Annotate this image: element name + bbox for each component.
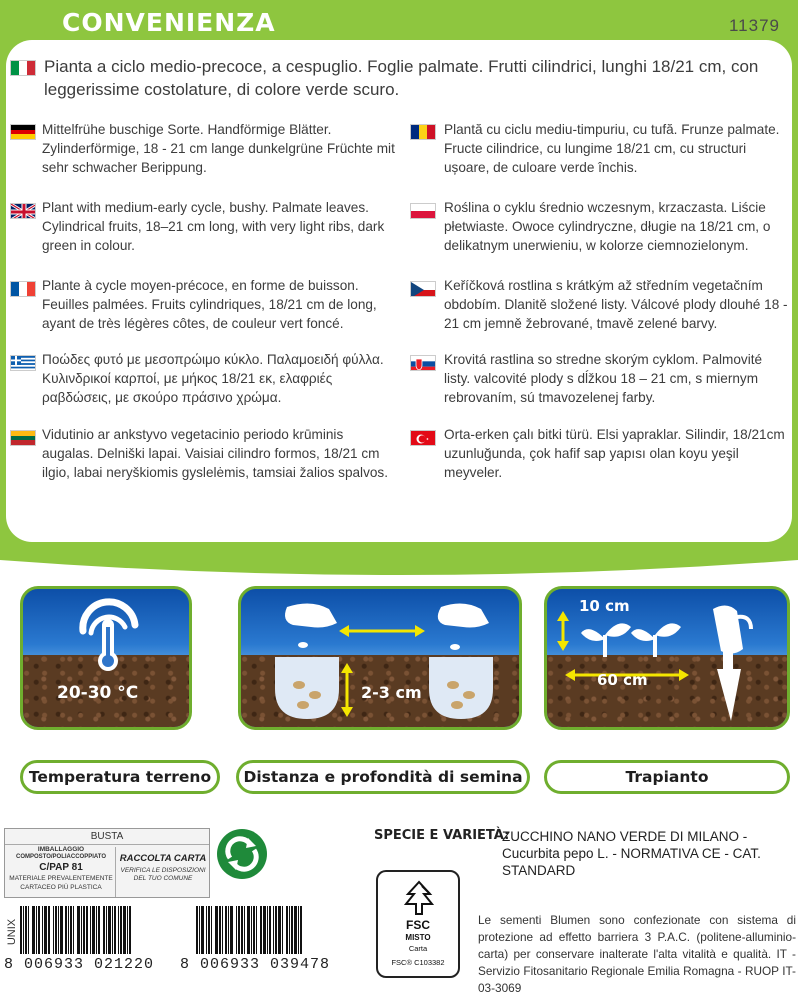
poland-flag-icon <box>410 203 436 219</box>
temperature-label: Temperatura terreno <box>20 760 220 794</box>
description-sk: Krovitá rastlina so stredne skorým cyklom. Palmovité listy. valcovité plody s dĺžkou 18 – 21 cm, s miernym rebrovaním, sú tmavozelenej farby. <box>444 352 763 405</box>
fsc-code: FSC® C103382 <box>391 958 445 967</box>
thermometer-sun-icon <box>75 597 145 675</box>
description-lt: Vidutinio ar ankstyvo vegetacinio periodo krūminis augalas. Delniški lapai. Vaisiai cilindro formos, 18/21 cm ilgio, labai neryškiomis gyslelėmis, tamsiai žalios spalvos. <box>42 427 389 480</box>
czech-flag-icon <box>410 281 436 297</box>
depth-value: 2-3 cm <box>361 683 422 702</box>
cpap-label: C/PAP 81 <box>39 862 83 873</box>
fsc-tree-icon <box>402 880 436 916</box>
sowing-label: Distanza e profondità di semina <box>236 760 530 794</box>
verifica-label-2: DEL TUO COMUNE <box>133 875 193 882</box>
green-wave <box>0 556 798 580</box>
composto-label: COMPOSTO/POLIACCOPPIATO <box>15 854 106 860</box>
cartaceo-label: CARTACEO PIÙ PLASTICA <box>20 884 102 891</box>
fsc-label: FSC <box>406 918 430 932</box>
species-value: ZUCCHINO NANO VERDE DI MILANO - Cucurbita pepo L. - NORMATIVA CE - CAT. STANDARD <box>502 829 761 878</box>
germany-flag-icon <box>10 124 36 140</box>
temperature-value: 20-30 °C <box>57 683 139 703</box>
greece-flag-icon <box>10 355 36 371</box>
recycle-icon <box>216 828 268 880</box>
busta-label: BUSTA <box>5 831 209 845</box>
description-de: Mittelfrühe buschige Sorte. Handförmige Blätter. Zylinderförmige, 18 - 21 cm lange dunkelgrüne Früchte mit sehr schwacher Berippung. <box>42 122 395 175</box>
france-flag-icon <box>10 281 36 297</box>
species-label: SPECIE E VARIETÀ: <box>374 828 510 843</box>
unix-label: UNIX <box>6 918 18 946</box>
lithuania-flag-icon <box>10 430 36 446</box>
slovakia-flag-icon <box>410 355 436 371</box>
barcode-left-number: 8 006933 021220 <box>4 956 155 973</box>
imballaggio-label: IMBALLAGGIO <box>37 846 85 853</box>
description-cz: Keříčková rostlina s krátkým až středním vegetačním obdobím. Dlanitě složené listy. Válcové plody dlouhé 18 - 21 cm jemně žebrované, tmavě zelené barvy. <box>444 278 788 331</box>
barcode-right <box>196 906 366 954</box>
sowing-hands-icon <box>241 589 522 730</box>
description-tr: Orta-erken çalı bitki türü. Elsi yapraklar. Silindir, 18/21cm uzunluğunda, çok hafif sap yapısı olan koyu yeşil meyveler. <box>444 427 785 480</box>
raccolta-label: RACCOLTA CARTA <box>119 853 207 864</box>
packaging-divider <box>115 847 116 897</box>
romania-flag-icon <box>410 124 436 140</box>
fsc-misto: MISTO <box>405 933 431 942</box>
plant-height-value: 10 cm <box>579 597 630 615</box>
packaging-info-box <box>4 828 210 898</box>
description-en: Plant with medium-early cycle, bushy. Palmate leaves. Cylindrical fruits, 18–21 cm long, with very light ribs, dark green in colour. <box>42 200 385 253</box>
materiale-label: MATERIALE PREVALENTEMENTE <box>9 875 113 882</box>
product-code: 11379 <box>728 16 780 35</box>
description-gr: Ποώδες φυτό με μεσοπρώιμο κύκλο. Παλαμοειδή φύλλα. Κυλινδρικοί καρποί, με μήκος 18/21 εκ, ελαφριές ραβδώσεις, με σκούρο πράσινο χρώμα. <box>42 352 384 405</box>
plant-spacing-value: 60 cm <box>597 671 648 689</box>
brand-title: CONVENIENZA <box>62 8 276 37</box>
transplant-label: Trapianto <box>544 760 790 794</box>
italy-flag-icon <box>10 60 36 76</box>
description-ro: Plantă cu ciclu mediu-timpuriu, cu tufă. Frunze palmate. Fructe cilindrice, cu lungime 18/21 cm, cu structuri ușoare, de culoare verde închis. <box>444 122 780 175</box>
turkey-flag-icon <box>410 430 436 446</box>
description-it: Pianta a ciclo medio-precoce, a cespuglio. Foglie palmate. Frutti cilindrici, lunghi 18/21 cm, con leggerissime costolature, di colore verde scuro. <box>44 57 759 99</box>
fsc-carta: Carta <box>408 944 428 953</box>
sowing-panel <box>238 586 522 730</box>
fsc-logo <box>376 870 460 978</box>
description-fr: Plante à cycle moyen-précoce, en forme de buisson. Feuilles palmées. Fruits cylindriques, 18/21 cm de long, ayant de très légères côtes, de couleur vert foncé. <box>42 278 377 331</box>
footer-text: Le sementi Blumen sono confezionate con sistema di protezione ad effetto barriera 3 P.A.C. (politene-alluminio-carta) per conservare inalterate l'alta vitalità e qualità. IT - Servizio Fitosanitario Regionale Emilia Romagna - RUOP IT-03-3069 <box>478 913 796 995</box>
transplant-panel <box>544 586 790 730</box>
barcode-left <box>20 906 190 954</box>
uk-flag-icon <box>10 203 36 219</box>
temperature-panel <box>20 586 192 730</box>
verifica-label-1: VERIFICA LE DISPOSIZIONI <box>120 867 206 874</box>
description-pl: Roślina o cyklu średnio wczesnym, krzaczasta. Liście płetwiaste. Owoce cylindryczne, długie na 18/21 cm, o delikatnym unerwieniu, w kolorze ciemnozielonym. <box>444 200 771 253</box>
barcode-right-number: 8 006933 039478 <box>180 956 331 973</box>
